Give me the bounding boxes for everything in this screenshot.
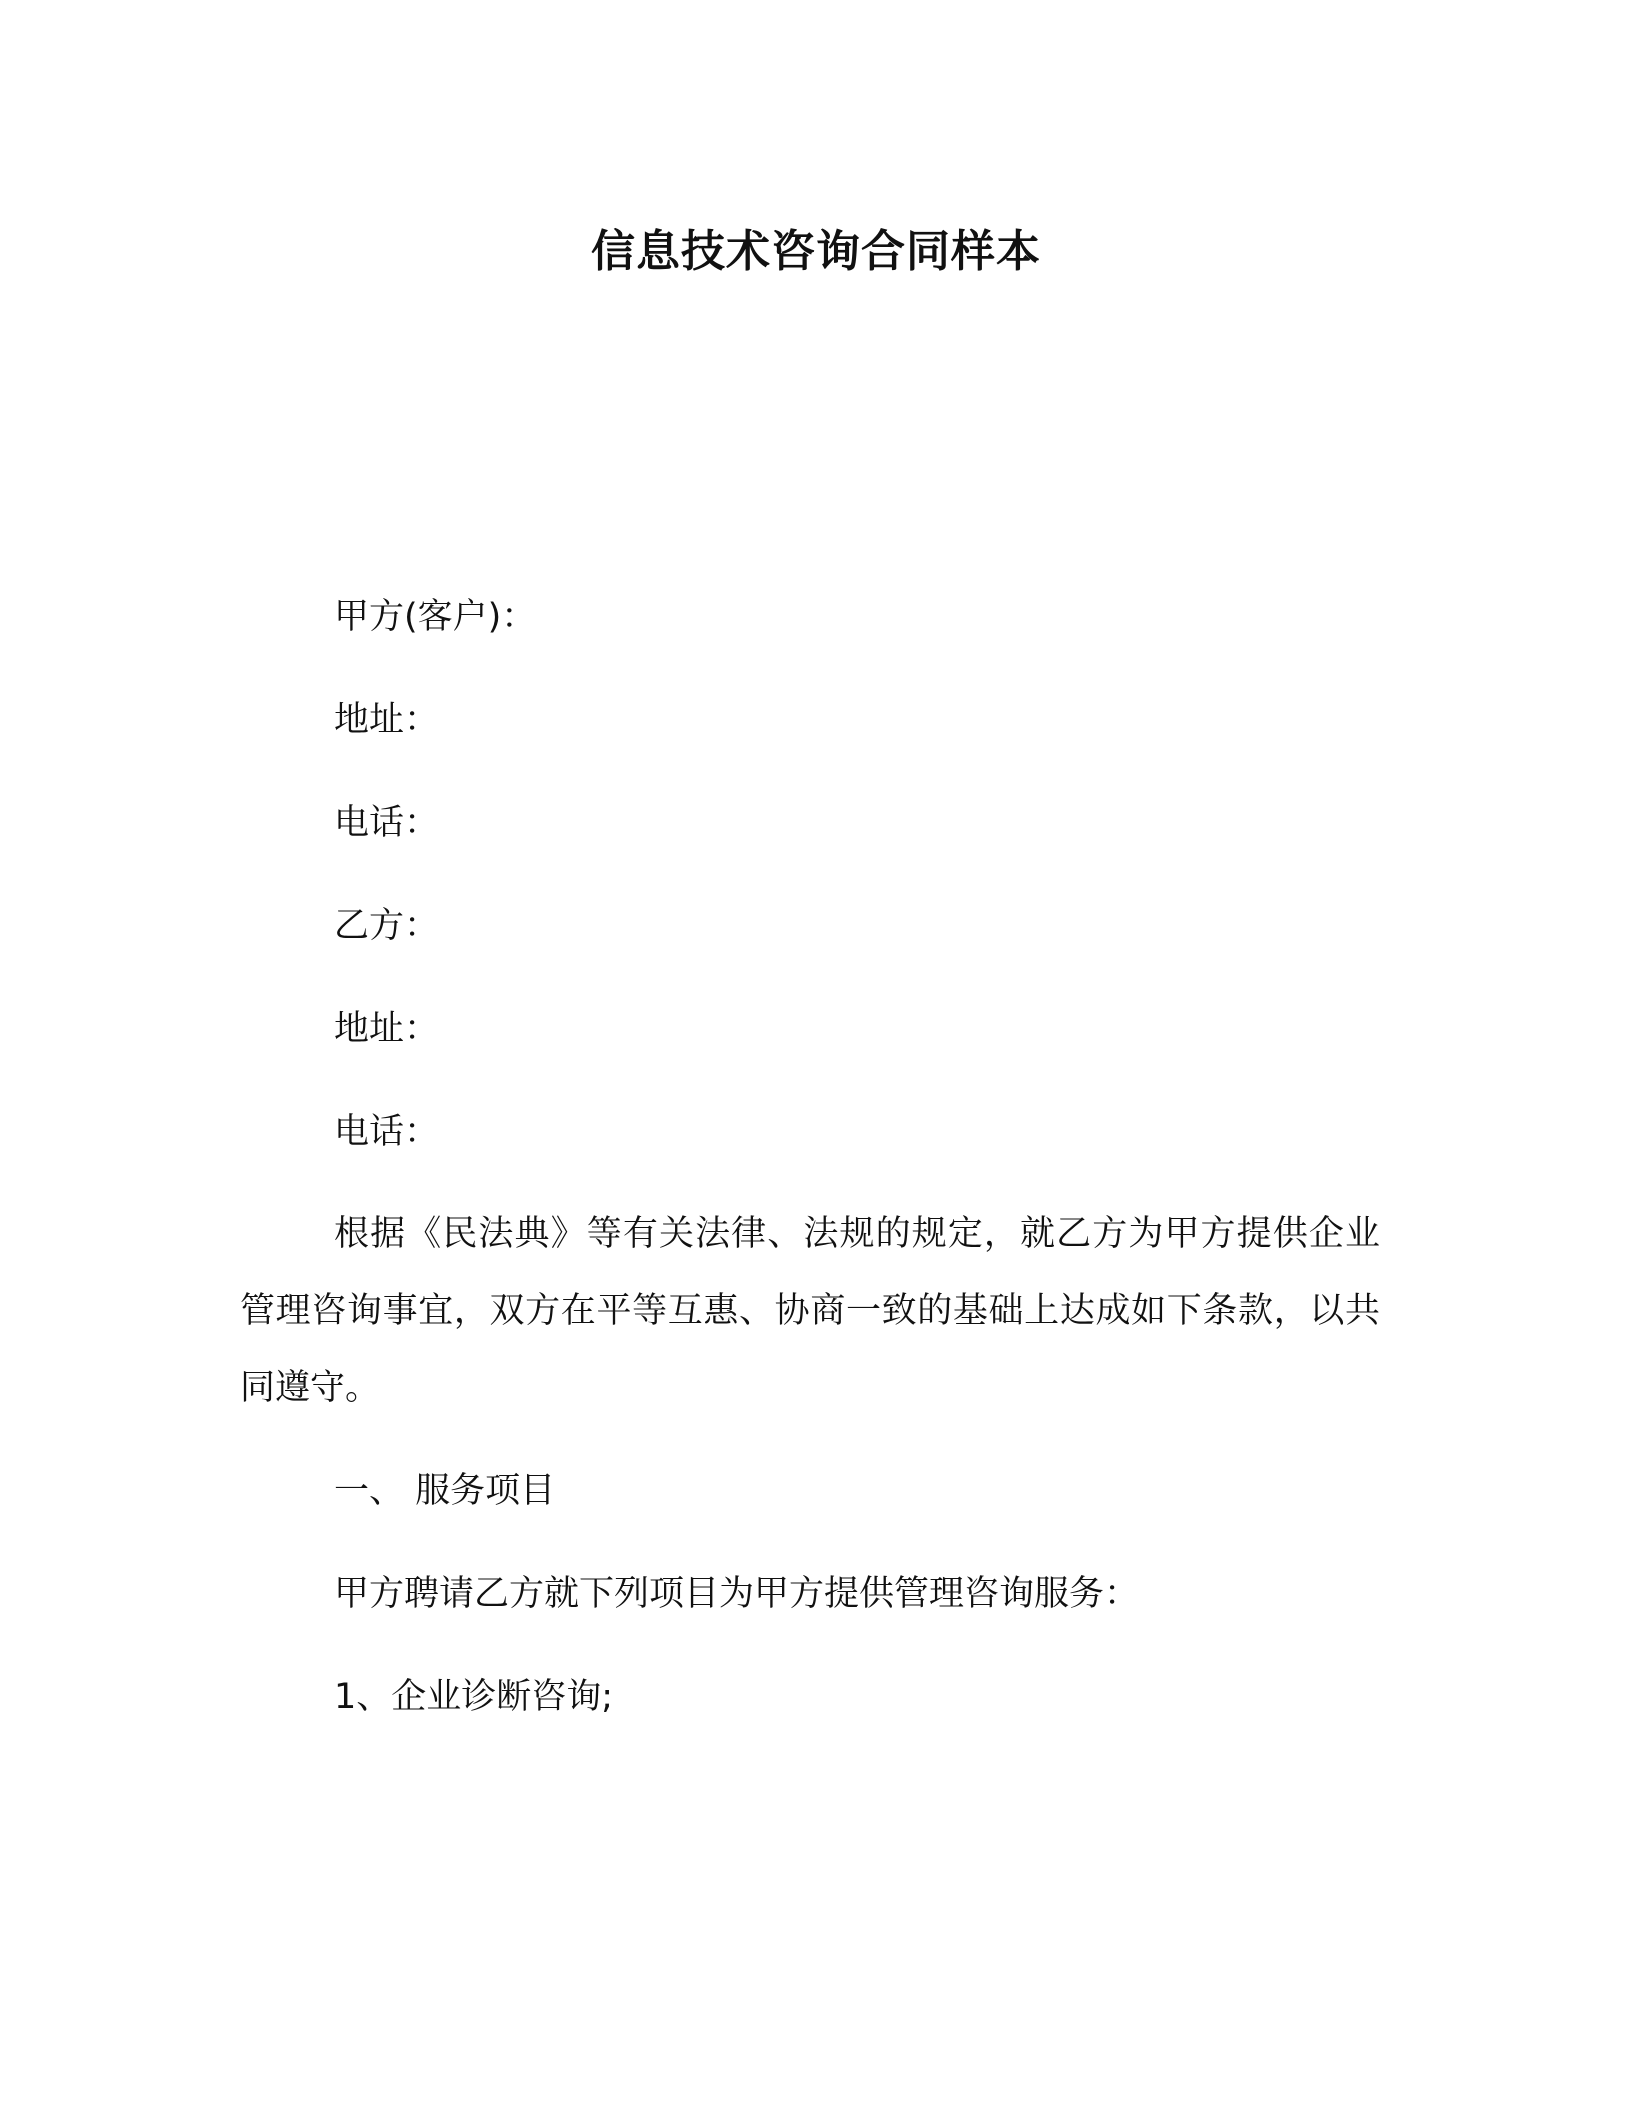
page-title: 信息技术咨询合同样本 — [591, 226, 1041, 277]
preamble-paragraph: 根据《民法典》等有关法律、法规的规定，就乙方为甲方提供企业管理咨询事宜，双方在平等互惠、协商一致的基础上达成如下条款，以共同遵守。 — [240, 1214, 1380, 1408]
party-b-label: 乙方： — [334, 906, 440, 946]
party-a-label: 甲方(客户)： — [334, 597, 537, 637]
party-b-phone-label: 电话： — [334, 1112, 440, 1152]
party-a-address-label: 地址： — [334, 700, 440, 740]
section-1-item-1: 1、企业诊断咨询; — [334, 1677, 614, 1717]
section-1-intro: 甲方聘请乙方就下列项目为甲方提供管理咨询服务： — [334, 1574, 1140, 1614]
section-1-heading: 一、 服务项目 — [334, 1471, 556, 1511]
party-a-phone-label: 电话： — [334, 803, 440, 843]
party-b-address-label: 地址： — [334, 1009, 440, 1049]
